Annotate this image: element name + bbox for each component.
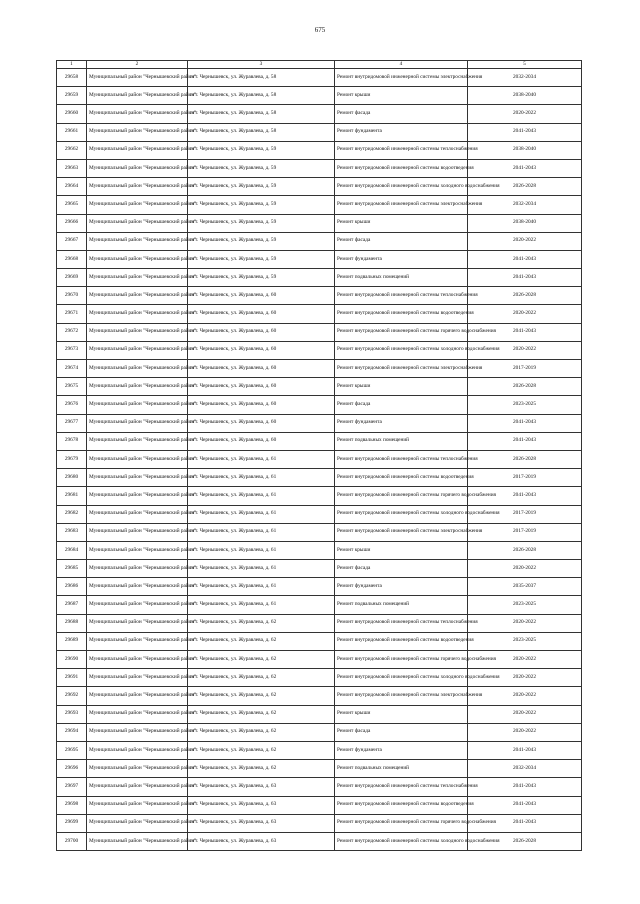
period-cell: 2020-2022	[468, 723, 582, 741]
address-cell: пгт. Чернышевск, ул. Журавлева, д. 59	[188, 269, 335, 287]
address-cell: пгт. Чернышевск, ул. Журавлева, д. 59	[188, 232, 335, 250]
municipality-cell: Муниципальный район "Чернышевский район"	[87, 123, 188, 141]
address-cell: пгт. Чернышевск, ул. Журавлева, д. 61	[188, 450, 335, 468]
municipality-cell: Муниципальный район "Чернышевский район"	[87, 778, 188, 796]
row-number-cell: 29699	[57, 814, 87, 832]
table-row	[57, 360, 582, 378]
table-row	[57, 269, 582, 287]
header-cell-2: 2	[87, 61, 188, 69]
municipality-cell: Муниципальный район "Чернышевский район"	[87, 178, 188, 196]
table-row	[57, 87, 582, 105]
municipality-cell: Муниципальный район "Чернышевский район"	[87, 360, 188, 378]
row-number-cell: 29686	[57, 578, 87, 596]
work-type-cell: Ремонт крыши	[335, 541, 468, 559]
row-number-cell: 29691	[57, 669, 87, 687]
period-cell: 2017-2019	[468, 469, 582, 487]
address-cell: пгт. Чернышевск, ул. Журавлева, д. 60	[188, 396, 335, 414]
work-type-cell: Ремонт фасада	[335, 396, 468, 414]
work-type-cell: Ремонт внутридомовой инженерной системы водоотведения	[335, 796, 468, 814]
work-type-cell: Ремонт фундамента	[335, 578, 468, 596]
period-cell: 2035-2037	[468, 578, 582, 596]
table-row	[57, 687, 582, 705]
work-type-cell: Ремонт внутридомовой инженерной системы электроснабжения	[335, 196, 468, 214]
address-cell: пгт. Чернышевск, ул. Журавлева, д. 62	[188, 760, 335, 778]
table-row	[57, 378, 582, 396]
work-type-cell: Ремонт внутридомовой инженерной системы теплоснабжения	[335, 287, 468, 305]
row-number-cell: 29684	[57, 541, 87, 559]
address-cell: пгт. Чернышевск, ул. Журавлева, д. 59	[188, 196, 335, 214]
address-cell: пгт. Чернышевск, ул. Журавлева, д. 61	[188, 487, 335, 505]
municipality-cell: Муниципальный район "Чернышевский район"	[87, 305, 188, 323]
row-number-cell: 29685	[57, 560, 87, 578]
municipality-cell: Муниципальный район "Чернышевский район"	[87, 232, 188, 250]
address-cell: пгт. Чернышевск, ул. Журавлева, д. 60	[188, 287, 335, 305]
header-cell-3: 3	[188, 61, 335, 69]
work-type-cell: Ремонт подвальных помещений	[335, 269, 468, 287]
municipality-cell: Муниципальный район "Чернышевский район"	[87, 705, 188, 723]
address-cell: пгт. Чернышевск, ул. Журавлева, д. 61	[188, 560, 335, 578]
work-type-cell: Ремонт внутридомовой инженерной системы горячего водоснабжения	[335, 814, 468, 832]
row-number-cell: 29673	[57, 341, 87, 359]
municipality-cell: Муниципальный район "Чернышевский район"	[87, 196, 188, 214]
work-type-cell: Ремонт фундамента	[335, 250, 468, 268]
municipality-cell: Муниципальный район "Чернышевский район"	[87, 687, 188, 705]
work-type-cell: Ремонт внутридомовой инженерной системы электроснабжения	[335, 360, 468, 378]
address-cell: пгт. Чернышевск, ул. Журавлева, д. 60	[188, 360, 335, 378]
work-type-cell: Ремонт внутридомовой инженерной системы водоотведения	[335, 159, 468, 177]
period-cell: 2041-2043	[468, 250, 582, 268]
work-type-cell: Ремонт фундамента	[335, 741, 468, 759]
municipality-cell: Муниципальный район "Чернышевский район"	[87, 487, 188, 505]
row-number-cell: 29677	[57, 414, 87, 432]
municipality-cell: Муниципальный район "Чернышевский район"	[87, 523, 188, 541]
table-body	[57, 69, 582, 851]
table-row	[57, 123, 582, 141]
row-number-cell: 29683	[57, 523, 87, 541]
table-row	[57, 541, 582, 559]
work-type-cell: Ремонт внутридомовой инженерной системы водоотведения	[335, 469, 468, 487]
period-cell: 2041-2043	[468, 159, 582, 177]
row-number-cell: 29696	[57, 760, 87, 778]
table-row	[57, 760, 582, 778]
table-row	[57, 396, 582, 414]
row-number-cell: 29698	[57, 796, 87, 814]
row-number-cell: 29693	[57, 705, 87, 723]
address-cell: пгт. Чернышевск, ул. Журавлева, д. 58	[188, 105, 335, 123]
address-cell: пгт. Чернышевск, ул. Журавлева, д. 60	[188, 414, 335, 432]
period-cell: 2020-2022	[468, 341, 582, 359]
row-number-cell: 29688	[57, 614, 87, 632]
row-number-cell: 29663	[57, 159, 87, 177]
table-row	[57, 469, 582, 487]
work-type-cell: Ремонт фасада	[335, 560, 468, 578]
municipality-cell: Муниципальный район "Чернышевский район"	[87, 450, 188, 468]
period-cell: 2026-2028	[468, 450, 582, 468]
work-type-cell: Ремонт внутридомовой инженерной системы электроснабжения	[335, 523, 468, 541]
municipality-cell: Муниципальный район "Чернышевский район"	[87, 432, 188, 450]
address-cell: пгт. Чернышевск, ул. Журавлева, д. 59	[188, 250, 335, 268]
address-cell: пгт. Чернышевск, ул. Журавлева, д. 62	[188, 705, 335, 723]
work-type-cell: Ремонт внутридомовой инженерной системы холодного водоснабжения	[335, 505, 468, 523]
table-row	[57, 832, 582, 850]
row-number-cell: 29672	[57, 323, 87, 341]
work-type-cell: Ремонт внутридомовой инженерной системы холодного водоснабжения	[335, 178, 468, 196]
row-number-cell: 29681	[57, 487, 87, 505]
table-row	[57, 105, 582, 123]
work-type-cell: Ремонт внутридомовой инженерной системы теплоснабжения	[335, 141, 468, 159]
work-type-cell: Ремонт внутридомовой инженерной системы электроснабжения	[335, 69, 468, 87]
municipality-cell: Муниципальный район "Чернышевский район"	[87, 214, 188, 232]
table-row	[57, 214, 582, 232]
table-row	[57, 159, 582, 177]
row-number-cell: 29671	[57, 305, 87, 323]
period-cell: 2041-2043	[468, 487, 582, 505]
row-number-cell: 29697	[57, 778, 87, 796]
address-cell: пгт. Чернышевск, ул. Журавлева, д. 58	[188, 69, 335, 87]
municipality-cell: Муниципальный район "Чернышевский район"	[87, 105, 188, 123]
municipality-cell: Муниципальный район "Чернышевский район"	[87, 69, 188, 87]
period-cell: 2017-2019	[468, 523, 582, 541]
work-type-cell: Ремонт внутридомовой инженерной системы холодного водоснабжения	[335, 341, 468, 359]
work-type-cell: Ремонт крыши	[335, 87, 468, 105]
municipality-cell: Муниципальный район "Чернышевский район"	[87, 814, 188, 832]
municipality-cell: Муниципальный район "Чернышевский район"	[87, 159, 188, 177]
address-cell: пгт. Чернышевск, ул. Журавлева, д. 60	[188, 305, 335, 323]
period-cell: 2023-2025	[468, 632, 582, 650]
table-row	[57, 578, 582, 596]
row-number-cell: 29669	[57, 269, 87, 287]
work-type-cell: Ремонт внутридомовой инженерной системы теплоснабжения	[335, 614, 468, 632]
municipality-cell: Муниципальный район "Чернышевский район"	[87, 796, 188, 814]
address-cell: пгт. Чернышевск, ул. Журавлева, д. 61	[188, 523, 335, 541]
municipality-cell: Муниципальный район "Чернышевский район"	[87, 505, 188, 523]
period-cell: 2023-2025	[468, 596, 582, 614]
municipality-cell: Муниципальный район "Чернышевский район"	[87, 614, 188, 632]
address-cell: пгт. Чернышевск, ул. Журавлева, д. 63	[188, 778, 335, 796]
address-cell: пгт. Чернышевск, ул. Журавлева, д. 58	[188, 87, 335, 105]
row-number-cell: 29662	[57, 141, 87, 159]
municipality-cell: Муниципальный район "Чернышевский район"	[87, 596, 188, 614]
work-type-cell: Ремонт внутридомовой инженерной системы холодного водоснабжения	[335, 669, 468, 687]
table-row	[57, 651, 582, 669]
period-cell: 2032-2034	[468, 69, 582, 87]
municipality-cell: Муниципальный район "Чернышевский район"	[87, 250, 188, 268]
period-cell: 2038-2040	[468, 214, 582, 232]
row-number-cell: 29682	[57, 505, 87, 523]
address-cell: пгт. Чернышевск, ул. Журавлева, д. 61	[188, 578, 335, 596]
address-cell: пгт. Чернышевск, ул. Журавлева, д. 60	[188, 432, 335, 450]
row-number-cell: 29676	[57, 396, 87, 414]
row-number-cell: 29660	[57, 105, 87, 123]
work-type-cell: Ремонт фундамента	[335, 414, 468, 432]
work-type-cell: Ремонт крыши	[335, 705, 468, 723]
row-number-cell: 29661	[57, 123, 87, 141]
table-row	[57, 705, 582, 723]
period-cell: 2020-2022	[468, 105, 582, 123]
header-cell-5: 5	[468, 61, 582, 69]
work-type-cell: Ремонт внутридомовой инженерной системы горячего водоснабжения	[335, 323, 468, 341]
work-type-cell: Ремонт крыши	[335, 378, 468, 396]
work-type-cell: Ремонт фундамента	[335, 123, 468, 141]
table-row	[57, 778, 582, 796]
page-number: 675	[314, 26, 326, 34]
period-cell: 2026-2028	[468, 541, 582, 559]
header-cell-1: 1	[57, 61, 87, 69]
table-row	[57, 669, 582, 687]
municipality-cell: Муниципальный район "Чернышевский район"	[87, 87, 188, 105]
table-header	[57, 61, 582, 69]
period-cell: 2020-2022	[468, 232, 582, 250]
address-cell: пгт. Чернышевск, ул. Журавлева, д. 62	[188, 614, 335, 632]
row-number-cell: 29692	[57, 687, 87, 705]
period-cell: 2020-2022	[468, 705, 582, 723]
row-number-cell: 29667	[57, 232, 87, 250]
municipality-cell: Муниципальный район "Чернышевский район"	[87, 414, 188, 432]
work-type-cell: Ремонт внутридомовой инженерной системы водоотведения	[335, 632, 468, 650]
municipality-cell: Муниципальный район "Чернышевский район"	[87, 269, 188, 287]
municipality-cell: Муниципальный район "Чернышевский район"	[87, 141, 188, 159]
work-type-cell: Ремонт внутридомовой инженерной системы горячего водоснабжения	[335, 487, 468, 505]
table-row	[57, 250, 582, 268]
table-row	[57, 141, 582, 159]
work-type-cell: Ремонт внутридомовой инженерной системы электроснабжения	[335, 687, 468, 705]
period-cell: 2038-2040	[468, 141, 582, 159]
address-cell: пгт. Чернышевск, ул. Журавлева, д. 59	[188, 141, 335, 159]
address-cell: пгт. Чернышевск, ул. Журавлева, д. 62	[188, 723, 335, 741]
table-row	[57, 232, 582, 250]
header-row	[57, 61, 582, 69]
row-number-cell: 29700	[57, 832, 87, 850]
address-cell: пгт. Чернышевск, ул. Журавлева, д. 63	[188, 814, 335, 832]
period-cell: 2020-2022	[468, 669, 582, 687]
address-cell: пгт. Чернышевск, ул. Журавлева, д. 62	[188, 669, 335, 687]
row-number-cell: 29694	[57, 723, 87, 741]
table-row	[57, 523, 582, 541]
period-cell: 2017-2019	[468, 505, 582, 523]
table-row	[57, 432, 582, 450]
work-type-cell: Ремонт внутридомовой инженерной системы теплоснабжения	[335, 778, 468, 796]
table-row	[57, 796, 582, 814]
municipality-cell: Муниципальный район "Чернышевский район"	[87, 723, 188, 741]
row-number-cell: 29680	[57, 469, 87, 487]
period-cell: 2020-2022	[468, 560, 582, 578]
work-type-cell: Ремонт фасада	[335, 232, 468, 250]
period-cell: 2041-2043	[468, 323, 582, 341]
municipality-cell: Муниципальный район "Чернышевский район"	[87, 323, 188, 341]
municipality-cell: Муниципальный район "Чернышевский район"	[87, 832, 188, 850]
table-row	[57, 487, 582, 505]
period-cell: 2020-2022	[468, 687, 582, 705]
table-row	[57, 450, 582, 468]
work-type-cell: Ремонт крыши	[335, 214, 468, 232]
address-cell: пгт. Чернышевск, ул. Журавлева, д. 63	[188, 832, 335, 850]
address-cell: пгт. Чернышевск, ул. Журавлева, д. 60	[188, 341, 335, 359]
period-cell: 2041-2043	[468, 414, 582, 432]
row-number-cell: 29664	[57, 178, 87, 196]
work-type-cell: Ремонт внутридомовой инженерной системы холодного водоснабжения	[335, 832, 468, 850]
period-cell: 2026-2028	[468, 378, 582, 396]
address-cell: пгт. Чернышевск, ул. Журавлева, д. 58	[188, 123, 335, 141]
address-cell: пгт. Чернышевск, ул. Журавлева, д. 61	[188, 541, 335, 559]
table-row	[57, 632, 582, 650]
period-cell: 2041-2043	[468, 123, 582, 141]
municipality-cell: Муниципальный район "Чернышевский район"	[87, 760, 188, 778]
table-row	[57, 814, 582, 832]
municipality-cell: Муниципальный район "Чернышевский район"	[87, 741, 188, 759]
work-type-cell: Ремонт фасада	[335, 105, 468, 123]
period-cell: 2020-2022	[468, 651, 582, 669]
address-cell: пгт. Чернышевск, ул. Журавлева, д. 62	[188, 687, 335, 705]
work-type-cell: Ремонт внутридомовой инженерной системы теплоснабжения	[335, 450, 468, 468]
row-number-cell: 29668	[57, 250, 87, 268]
table-row	[57, 741, 582, 759]
period-cell: 2041-2043	[468, 269, 582, 287]
period-cell: 2017-2019	[468, 360, 582, 378]
row-number-cell: 29670	[57, 287, 87, 305]
work-type-cell: Ремонт внутридомовой инженерной системы горячего водоснабжения	[335, 651, 468, 669]
address-cell: пгт. Чернышевск, ул. Журавлева, д. 60	[188, 378, 335, 396]
period-cell: 2041-2043	[468, 796, 582, 814]
period-cell: 2020-2022	[468, 614, 582, 632]
row-number-cell: 29666	[57, 214, 87, 232]
registry-table	[56, 60, 582, 851]
municipality-cell: Муниципальный район "Чернышевский район"	[87, 651, 188, 669]
work-type-cell: Ремонт подвальных помещений	[335, 596, 468, 614]
municipality-cell: Муниципальный район "Чернышевский район"	[87, 669, 188, 687]
row-number-cell: 29675	[57, 378, 87, 396]
period-cell: 2023-2025	[468, 396, 582, 414]
header-cell-4: 4	[335, 61, 468, 69]
period-cell: 2026-2028	[468, 832, 582, 850]
address-cell: пгт. Чернышевск, ул. Журавлева, д. 61	[188, 505, 335, 523]
row-number-cell: 29674	[57, 360, 87, 378]
table-row	[57, 178, 582, 196]
address-cell: пгт. Чернышевск, ул. Журавлева, д. 62	[188, 651, 335, 669]
table-row	[57, 305, 582, 323]
municipality-cell: Муниципальный район "Чернышевский район"	[87, 469, 188, 487]
address-cell: пгт. Чернышевск, ул. Журавлева, д. 62	[188, 632, 335, 650]
address-cell: пгт. Чернышевск, ул. Журавлева, д. 62	[188, 741, 335, 759]
row-number-cell: 29665	[57, 196, 87, 214]
work-type-cell: Ремонт подвальных помещений	[335, 760, 468, 778]
work-type-cell: Ремонт фасада	[335, 723, 468, 741]
municipality-cell: Муниципальный район "Чернышевский район"	[87, 578, 188, 596]
row-number-cell: 29689	[57, 632, 87, 650]
period-cell: 2041-2043	[468, 741, 582, 759]
period-cell: 2032-2034	[468, 196, 582, 214]
municipality-cell: Муниципальный район "Чернышевский район"	[87, 287, 188, 305]
municipality-cell: Муниципальный район "Чернышевский район"	[87, 378, 188, 396]
municipality-cell: Муниципальный район "Чернышевский район"	[87, 396, 188, 414]
period-cell: 2026-2028	[468, 287, 582, 305]
row-number-cell: 29678	[57, 432, 87, 450]
period-cell: 2020-2022	[468, 305, 582, 323]
row-number-cell: 29687	[57, 596, 87, 614]
table-row	[57, 341, 582, 359]
address-cell: пгт. Чернышевск, ул. Журавлева, д. 59	[188, 178, 335, 196]
table-row	[57, 505, 582, 523]
work-type-cell: Ремонт внутридомовой инженерной системы водоотведения	[335, 305, 468, 323]
row-number-cell: 29658	[57, 69, 87, 87]
address-cell: пгт. Чернышевск, ул. Журавлева, д. 61	[188, 596, 335, 614]
table-row	[57, 596, 582, 614]
table-row	[57, 287, 582, 305]
address-cell: пгт. Чернышевск, ул. Журавлева, д. 61	[188, 469, 335, 487]
municipality-cell: Муниципальный район "Чернышевский район"	[87, 341, 188, 359]
row-number-cell: 29690	[57, 651, 87, 669]
period-cell: 2041-2043	[468, 814, 582, 832]
period-cell: 2041-2043	[468, 778, 582, 796]
table-row	[57, 560, 582, 578]
municipality-cell: Муниципальный район "Чернышевский район"	[87, 632, 188, 650]
table-row	[57, 196, 582, 214]
row-number-cell: 29659	[57, 87, 87, 105]
table-row	[57, 414, 582, 432]
table-row	[57, 323, 582, 341]
table-row	[57, 723, 582, 741]
address-cell: пгт. Чернышевск, ул. Журавлева, д. 59	[188, 214, 335, 232]
table-row	[57, 69, 582, 87]
row-number-cell: 29679	[57, 450, 87, 468]
period-cell: 2026-2028	[468, 178, 582, 196]
municipality-cell: Муниципальный район "Чернышевский район"	[87, 560, 188, 578]
period-cell: 2032-2034	[468, 760, 582, 778]
row-number-cell: 29695	[57, 741, 87, 759]
address-cell: пгт. Чернышевск, ул. Журавлева, д. 60	[188, 323, 335, 341]
work-type-cell: Ремонт подвальных помещений	[335, 432, 468, 450]
municipality-cell: Муниципальный район "Чернышевский район"	[87, 541, 188, 559]
period-cell: 2038-2040	[468, 87, 582, 105]
table-row	[57, 614, 582, 632]
address-cell: пгт. Чернышевск, ул. Журавлева, д. 63	[188, 796, 335, 814]
address-cell: пгт. Чернышевск, ул. Журавлева, д. 59	[188, 159, 335, 177]
period-cell: 2041-2043	[468, 432, 582, 450]
